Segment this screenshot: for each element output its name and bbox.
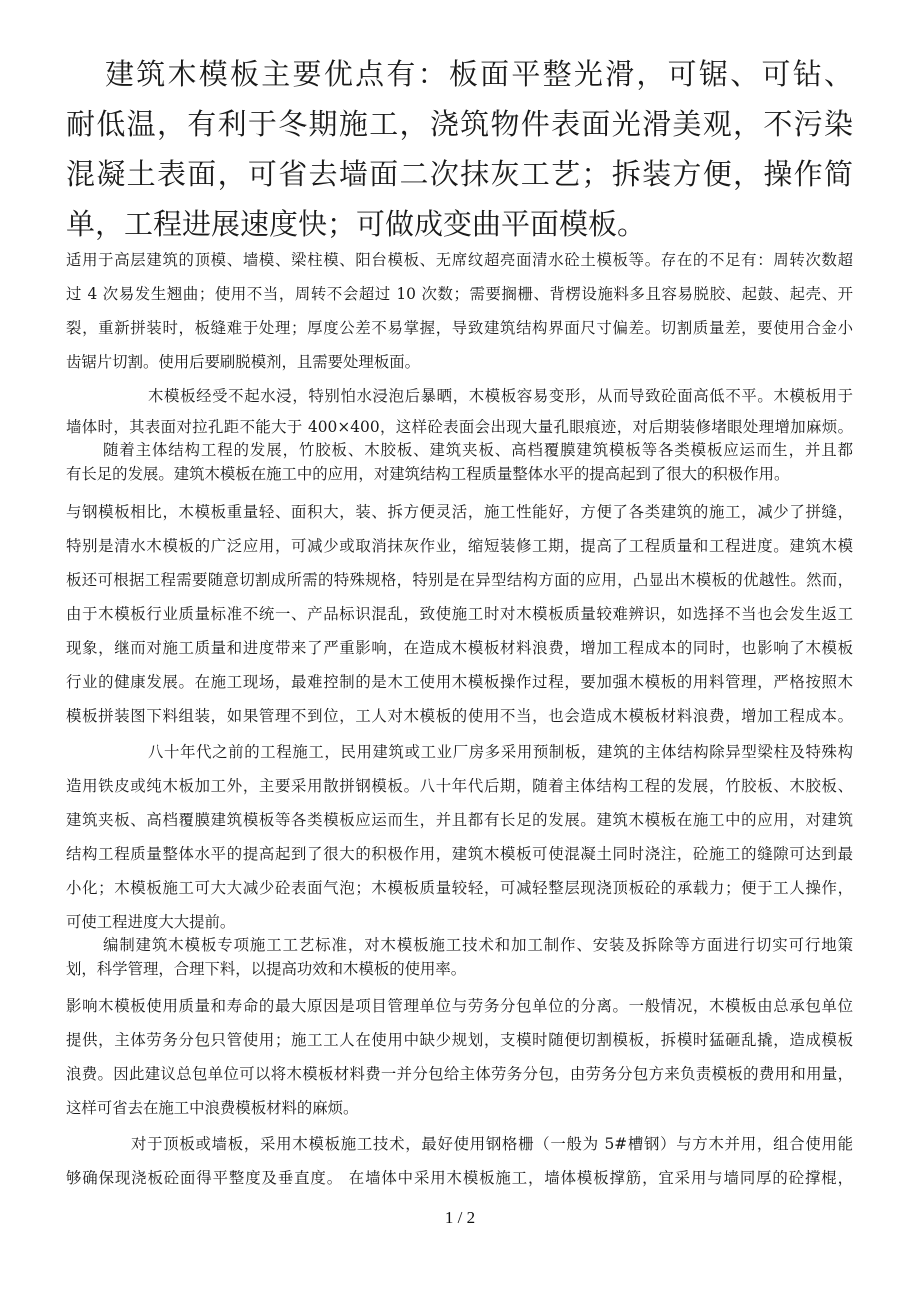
text-line: 建筑夹板、高档覆膜建筑模板等各类模板应运而生，并且都有长足的发展。建筑木模板在施工中的应用，对建筑 — [66, 811, 853, 829]
title-line: 混凝土表面，可省去墙面二次抹灰工艺；拆装方便，操作简 — [66, 157, 853, 191]
text-line: 小化；木模板施工可大大减少砼表面气泡；木模板质量较轻，可减轻整层现浇顶板砼的承载力；便于工人操作， — [66, 879, 853, 897]
text-line: 模板拼装图下料组装，如果管理不到位，工人对木模板的使用不当，也会造成木模板材料浪费，增加工程成本。 — [66, 707, 853, 725]
text-line: 够确保现浇板砼面得平整度及垂直度。 在墙体中采用木模板施工，墙体模板撑筋，宜采用与墙同厚的砼撑棍， — [66, 1169, 853, 1187]
text-line: 编制建筑木模板专项施工工艺标准，对木模板施工技术和加工制作、安装及拆除等方面进行切实可行地策 — [103, 936, 853, 954]
text-line: 有长足的发展。建筑木模板在施工中的应用，对建筑结构工程质量整体水平的提高起到了很大的积极作用。 — [66, 465, 790, 483]
text-line: 木模板经受不起水浸，特别怕水浸泡后暴晒，木模板容易变形，从而导致砼面高低不平。木模板用于 — [148, 387, 853, 405]
text-line: 结构工程质量整体水平的提高起到了很大的积极作用，建筑木模板可使混凝土同时浇注，砼施工的缝隙可达到最 — [66, 845, 853, 863]
text-line: 板还可根据工程需要随意切割成所需的特殊规格，特别是在异型结构方面的应用，凸显出木模板的优越性。然而， — [66, 571, 853, 589]
text-line: 造用铁皮或纯木板加工外，主要采用散拼钢模板。八十年代后期，随着主体结构工程的发展，竹胶板、木胶板、 — [66, 777, 853, 795]
text-line: 齿锯片切割。使用后要刷脱模剂，且需要处理板面。 — [66, 353, 420, 371]
text-line: 提供，主体劳务分包只管使用；施工工人在使用中缺少规划，支模时随便切割模板，拆模时猛砸乱撬，造成模板 — [66, 1031, 853, 1049]
title-line: 耐低温，有利于冬期施工，浇筑物件表面光滑美观，不污染 — [66, 107, 853, 141]
text-line: 适用于高层建筑的顶模、墙模、梁柱模、阳台模板、无席纹超亮面清水砼土模板等。存在的不足有：周转次数超 — [66, 251, 853, 269]
text-line: 对于顶板或墙板，采用木模板施工技术，最好使用钢格栅（一般为 5#槽钢）与方木并用，组合使用能 — [131, 1135, 853, 1153]
text-line: 过 4 次易发生翘曲；使用不当，周转不会超过 10 次数；需要搁栅、背楞设施料多且容易脱胶、起鼓、起壳、开 — [66, 285, 853, 303]
text-line: 可使工程进度大大提前。 — [66, 913, 236, 931]
text-line: 行业的健康发展。在施工现场，最难控制的是木工使用木模板操作过程，要加强木模板的用料管理，严格按照木 — [66, 673, 853, 691]
title-line: 建筑木模板主要优点有：板面平整光滑，可锯、可钻、 — [105, 57, 853, 91]
title-line: 单，工程进展速度快；可做成变曲平面模板。 — [66, 207, 647, 241]
page-number: 1 / 2 — [444, 1208, 476, 1227]
text-line: 现象，继而对施工质量和进度带来了严重影响，在造成木模板材料浪费，增加工程成本的同时，也影响了木模板 — [66, 639, 853, 657]
text-line: 与钢模板相比，木模板重量轻、面积大，装、拆方便灵活，施工性能好，方便了各类建筑的施工，减少了拼缝， — [66, 503, 853, 521]
text-line: 墙体时，其表面对拉孔距不能大于 400×400，这样砼表面会出现大量孔眼痕迹，对后期装修堵眼处理增加麻烦。 — [66, 418, 853, 436]
text-line: 特别是清水木模板的广泛应用，可减少或取消抹灰作业，缩短装修工期，提高了工程质量和工程进度。建筑木模 — [66, 537, 853, 555]
text-line: 裂，重新拼装时，板缝难于处理；厚度公差不易掌握，导致建筑结构界面尺寸偏差。切割质量差，要使用合金小 — [66, 319, 853, 337]
text-line: 这样可省去在施工中浪费模板材料的麻烦。 — [66, 1099, 359, 1117]
text-line: 影响木模板使用质量和寿命的最大原因是项目管理单位与劳务分包单位的分离。一般情况，木模板由总承包单位 — [66, 997, 853, 1015]
text-line: 划，科学管理，合理下料，以提高功效和木模板的使用率。 — [66, 960, 467, 978]
text-line: 浪费。因此建议总包单位可以将木模板材料费一并分包给主体劳务分包，由劳务分包方来负责模板的费用和用量， — [66, 1065, 853, 1083]
text-line: 八十年代之前的工程施工，民用建筑或工业厂房多采用预制板，建筑的主体结构除异型梁柱及特殊构 — [148, 743, 853, 761]
text-line: 随着主体结构工程的发展，竹胶板、木胶板、建筑夹板、高档覆膜建筑模板等各类模板应运而生，并且都 — [103, 441, 853, 459]
text-line: 由于木模板行业质量标准不统一、产品标识混乱，致使施工时对木模板质量较难辨识，如选择不当也会发生返工 — [66, 605, 853, 623]
